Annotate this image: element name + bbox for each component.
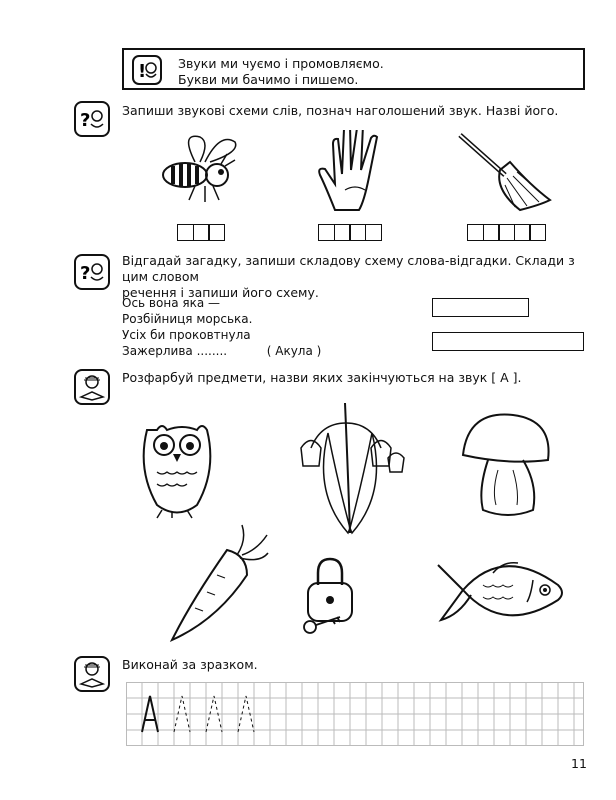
task2-text bbox=[122, 253, 592, 301]
broom-icon bbox=[455, 130, 555, 215]
writing-grid[interactable] bbox=[126, 682, 584, 746]
page-number: 11 bbox=[571, 756, 587, 771]
scheme-cell[interactable] bbox=[467, 224, 484, 241]
task3-text: Розфарбуй предмети, назви яких закінчуються на звук [ А ]. bbox=[122, 370, 522, 385]
riddle bbox=[122, 295, 321, 359]
scheme-cell[interactable] bbox=[208, 224, 225, 241]
rule-line-2: Букви ми бачимо і пишемо. bbox=[178, 72, 359, 87]
task1-text: Запиши звукові схеми слів, познач наголошений звук. Назві його. bbox=[122, 103, 559, 118]
hand-icon bbox=[315, 130, 390, 215]
scheme-cell[interactable] bbox=[483, 224, 500, 241]
syllable-scheme-box[interactable] bbox=[432, 298, 529, 317]
kid-reading-icon bbox=[74, 369, 110, 405]
scheme-cells-2[interactable] bbox=[318, 224, 382, 241]
riddle-line-4-text: Зажерлива ........ bbox=[122, 344, 228, 358]
rule-line-1: Звуки ми чуємо і промовляємо. bbox=[178, 56, 384, 71]
carrot-icon bbox=[162, 520, 272, 645]
exclamation-kid-icon bbox=[132, 55, 162, 85]
fish-icon bbox=[433, 555, 573, 630]
scheme-cell[interactable] bbox=[529, 224, 546, 241]
scheme-cell[interactable] bbox=[365, 224, 382, 241]
riddle-answer: ( Акула ) bbox=[266, 344, 322, 358]
scheme-cell[interactable] bbox=[193, 224, 210, 241]
svg-text:?: ? bbox=[80, 110, 91, 131]
scheme-cell[interactable] bbox=[514, 224, 531, 241]
question-kid-icon bbox=[74, 254, 110, 290]
question-kid-icon bbox=[74, 101, 110, 137]
mushroom-icon bbox=[458, 410, 553, 520]
svg-text:!: ! bbox=[138, 61, 147, 82]
scheme-cell[interactable] bbox=[177, 224, 194, 241]
kid-reading-icon bbox=[74, 656, 110, 692]
lily-of-the-valley-icon bbox=[288, 393, 413, 538]
riddle-line-1: Ось вона яка — bbox=[122, 296, 220, 310]
scheme-cell[interactable] bbox=[349, 224, 366, 241]
riddle-line-4 bbox=[122, 343, 321, 359]
svg-text:?: ? bbox=[80, 263, 91, 284]
rule-text bbox=[178, 56, 384, 88]
padlock-icon bbox=[300, 555, 360, 640]
scheme-cells-3[interactable] bbox=[467, 224, 546, 241]
task2-line-1: Відгадай загадку, запиши складову схему слова-відгадки. Склади з цим словом bbox=[122, 253, 575, 284]
scheme-cells-1[interactable] bbox=[177, 224, 225, 241]
scheme-cell[interactable] bbox=[334, 224, 351, 241]
scheme-cell[interactable] bbox=[318, 224, 335, 241]
owl-icon bbox=[132, 410, 222, 520]
riddle-line-3: Усіх би проковтнула bbox=[122, 328, 251, 342]
scheme-cell[interactable] bbox=[498, 224, 515, 241]
bee-icon bbox=[155, 130, 245, 215]
task2-line-2: речення і запиши його схему. bbox=[122, 285, 319, 300]
task4-text: Виконай за зразком. bbox=[122, 657, 258, 672]
riddle-line-2: Розбійниця морська. bbox=[122, 312, 253, 326]
sentence-scheme-box[interactable] bbox=[432, 332, 584, 351]
